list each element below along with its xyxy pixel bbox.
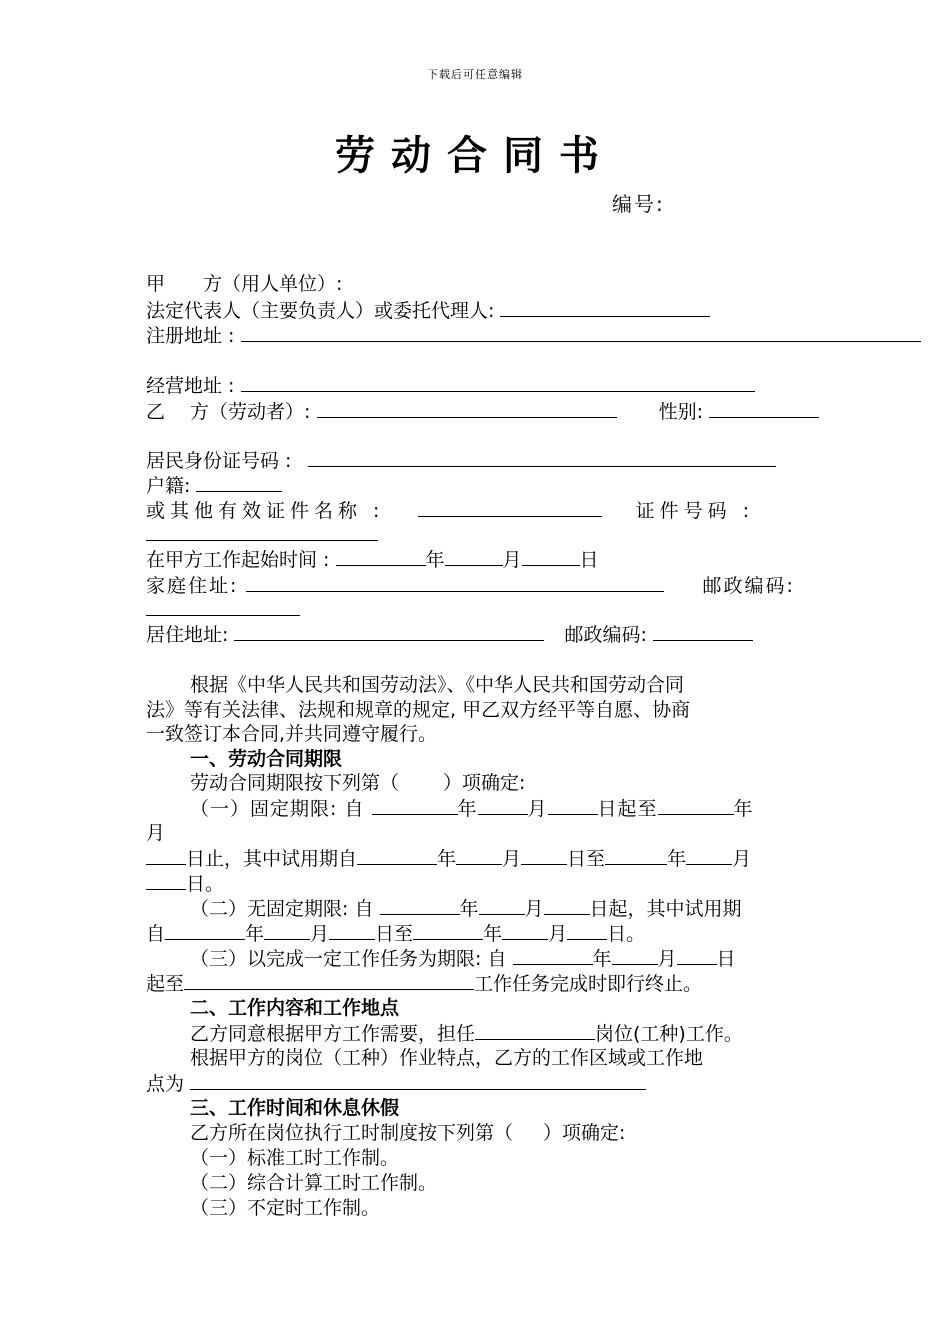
- fixed-term-line-3: [146, 871, 224, 896]
- section-1-intro-suffix: ）项确定:: [443, 772, 526, 794]
- fixed-term-label: （一）固定期限: 自: [190, 798, 365, 820]
- month-label: 月: [524, 898, 544, 920]
- fixed-start-month[interactable]: [478, 796, 528, 815]
- section-1-intro: [190, 771, 525, 795]
- open-term-line: [190, 896, 742, 921]
- section-3-intro: [190, 1121, 625, 1145]
- fixed-start-day[interactable]: [548, 796, 598, 815]
- gender-label: 性别:: [658, 401, 703, 423]
- intro-line-3: 一致签订本合同,并共同遵守履行。: [146, 723, 438, 745]
- residence-label: 居住地址:: [146, 624, 229, 646]
- home-postcode-field[interactable]: [146, 597, 300, 616]
- workplace-label: 点为: [146, 1073, 185, 1095]
- hukou-line: [146, 473, 282, 498]
- probation-start-year[interactable]: [357, 846, 437, 865]
- month-label: 月: [732, 848, 752, 870]
- page-title: 劳动合同书: [335, 133, 615, 179]
- year-label: 年: [733, 798, 754, 820]
- probation-end-month[interactable]: [686, 846, 732, 865]
- probation-end-day[interactable]: [146, 871, 186, 890]
- representative-line: [146, 298, 710, 323]
- year-label: 年: [483, 923, 503, 945]
- open-probation-label: 日起，其中试用期: [589, 898, 742, 920]
- fixed-term-month-line: [146, 821, 165, 845]
- business-address-label: 经营地址 :: [146, 375, 235, 397]
- fixed-end-year[interactable]: [658, 796, 734, 815]
- probation-start-day[interactable]: [521, 846, 567, 865]
- open-start-month[interactable]: [479, 896, 525, 915]
- other-id-label: 或其他有效证件名称 :: [146, 500, 385, 522]
- party-a-label: 甲 方（用人单位）:: [146, 273, 343, 295]
- open-prob-start-year[interactable]: [165, 921, 245, 940]
- residence-postcode-field[interactable]: [653, 622, 753, 641]
- day-label: 日: [716, 948, 736, 970]
- fixed-term-line-2: [146, 846, 751, 871]
- year-label: 年: [592, 948, 612, 970]
- workplace-field[interactable]: [190, 1071, 646, 1090]
- task-until-label: 起至: [146, 973, 185, 995]
- start-day-field[interactable]: [522, 547, 580, 566]
- registered-address-label: 注册地址 :: [146, 325, 235, 347]
- home-address-line: [146, 573, 795, 598]
- other-id-number-label: 证件号码 :: [635, 500, 755, 522]
- hours-option-3: （三）不定时工作制。: [190, 1197, 381, 1219]
- task-start-day[interactable]: [677, 946, 717, 965]
- probation-label: 日止，其中试用期自: [186, 848, 358, 870]
- party-b-label: 乙 方（劳动者）:: [146, 401, 311, 423]
- position-suffix: 岗位(工种)工作。: [595, 1023, 743, 1045]
- section-2-line-1: [190, 1021, 743, 1046]
- month-label: 月: [502, 848, 522, 870]
- party-b-line: [146, 399, 819, 424]
- month-label: 月: [527, 798, 548, 820]
- end-label: 日。: [607, 923, 646, 945]
- section-3-heading: 三、工作时间和休息休假: [190, 1097, 400, 1119]
- open-term-line-2: [146, 921, 645, 946]
- start-year-field[interactable]: [336, 547, 426, 566]
- from-label: 自: [146, 923, 166, 945]
- year-label: 年: [437, 848, 457, 870]
- year-label: 年: [245, 923, 265, 945]
- section-1-heading: 一、劳动合同期限: [190, 748, 343, 770]
- residence-field[interactable]: [234, 622, 544, 641]
- open-start-year[interactable]: [380, 896, 460, 915]
- task-start-month[interactable]: [612, 946, 658, 965]
- hukou-label: 户籍:: [146, 475, 191, 497]
- start-month-field[interactable]: [445, 547, 503, 566]
- month-label: 月: [146, 822, 166, 844]
- fixed-until-label: 日起至: [597, 798, 658, 820]
- task-term-line-2: [146, 971, 702, 996]
- party-a-line: [146, 272, 342, 296]
- task-end-text: 工作任务完成时即行终止。: [474, 973, 703, 995]
- year-label: 年: [425, 549, 445, 571]
- open-prob-start-day[interactable]: [329, 921, 375, 940]
- other-id-number-field[interactable]: [146, 522, 378, 541]
- home-address-field[interactable]: [246, 573, 664, 592]
- party-b-name-field[interactable]: [317, 399, 617, 418]
- start-time-line: [146, 547, 599, 572]
- gender-field[interactable]: [709, 399, 819, 418]
- other-id-line: [146, 498, 754, 523]
- task-start-year[interactable]: [513, 946, 593, 965]
- home-postcode-line: [146, 597, 300, 622]
- id-number-field[interactable]: [308, 448, 776, 467]
- representative-field[interactable]: [500, 298, 710, 317]
- task-description-field[interactable]: [184, 971, 474, 990]
- fixed-term-line: [190, 796, 754, 821]
- fixed-end-day[interactable]: [146, 846, 186, 865]
- probation-to-label: 日至: [567, 848, 606, 870]
- probation-start-month[interactable]: [456, 846, 502, 865]
- year-label: 年: [459, 898, 479, 920]
- registered-address-field[interactable]: [241, 323, 921, 342]
- task-term-label: （三）以完成一定工作任务为期限: 自: [190, 948, 507, 970]
- home-postcode-label: 邮政编码:: [702, 575, 795, 597]
- start-time-label: 在甲方工作起始时间 :: [146, 549, 330, 571]
- residence-postcode-label: 邮政编码:: [564, 624, 647, 646]
- hours-option-1: （一）标准工时工作制。: [190, 1147, 400, 1169]
- business-address-line: [146, 373, 755, 398]
- open-prob-start-month[interactable]: [264, 921, 310, 940]
- open-prob-end-day[interactable]: [567, 921, 607, 940]
- open-term-label: （二）无固定期限: 自: [190, 898, 374, 920]
- section-3-intro-suffix: ）项确定:: [543, 1122, 626, 1144]
- id-number-label: 居民身份证号码 :: [146, 450, 292, 472]
- day-label: 日: [579, 549, 599, 571]
- month-label: 月: [502, 549, 522, 571]
- month-label: 月: [657, 948, 677, 970]
- intro-line-2: 法》等有关法律、法规和规章的规定, 甲乙双方经平等自愿、协商: [146, 699, 691, 721]
- contract-number-label: 编号:: [612, 192, 665, 216]
- position-label: 乙方同意根据甲方工作需要，担任: [190, 1023, 476, 1045]
- position-field[interactable]: [475, 1021, 595, 1040]
- other-id-field[interactable]: [418, 498, 602, 517]
- open-prob-end-year[interactable]: [413, 921, 483, 940]
- residence-line: [146, 622, 753, 647]
- month-label: 月: [310, 923, 330, 945]
- registered-address-line: [146, 323, 921, 348]
- representative-label: 法定代表人（主要负责人）或委托代理人:: [146, 300, 495, 322]
- to-label: 日至: [375, 923, 414, 945]
- section-2-line-3: [146, 1071, 646, 1096]
- year-label: 年: [457, 798, 478, 820]
- intro-line-1: 根据《中华人民共和国劳动法》、《中华人民共和国劳动合同: [190, 674, 685, 696]
- hukou-field[interactable]: [196, 473, 282, 492]
- end-label: 日。: [186, 873, 225, 895]
- other-id-number-line: [146, 522, 378, 547]
- task-term-line: [190, 946, 736, 971]
- section-3-intro-text: 乙方所在岗位执行工时制度按下列第（: [190, 1122, 514, 1144]
- open-prob-end-month[interactable]: [502, 921, 548, 940]
- section-2-line-2: 根据甲方的岗位（工种）作业特点，乙方的工作区域或工作地: [190, 1047, 704, 1069]
- header-note: 下载后可任意编辑: [427, 68, 523, 81]
- month-label: 月: [548, 923, 568, 945]
- probation-end-year[interactable]: [605, 846, 667, 865]
- business-address-field[interactable]: [241, 373, 755, 392]
- fixed-start-year[interactable]: [372, 796, 458, 815]
- id-number-line: [146, 448, 776, 473]
- hours-option-2: （二）综合计算工时工作制。: [190, 1172, 438, 1194]
- year-label: 年: [667, 848, 687, 870]
- open-start-day[interactable]: [544, 896, 590, 915]
- home-address-label: 家庭住址:: [146, 575, 239, 597]
- section-1-intro-text: 劳动合同期限按下列第（: [190, 772, 400, 794]
- section-2-heading: 二、工作内容和工作地点: [190, 997, 400, 1019]
